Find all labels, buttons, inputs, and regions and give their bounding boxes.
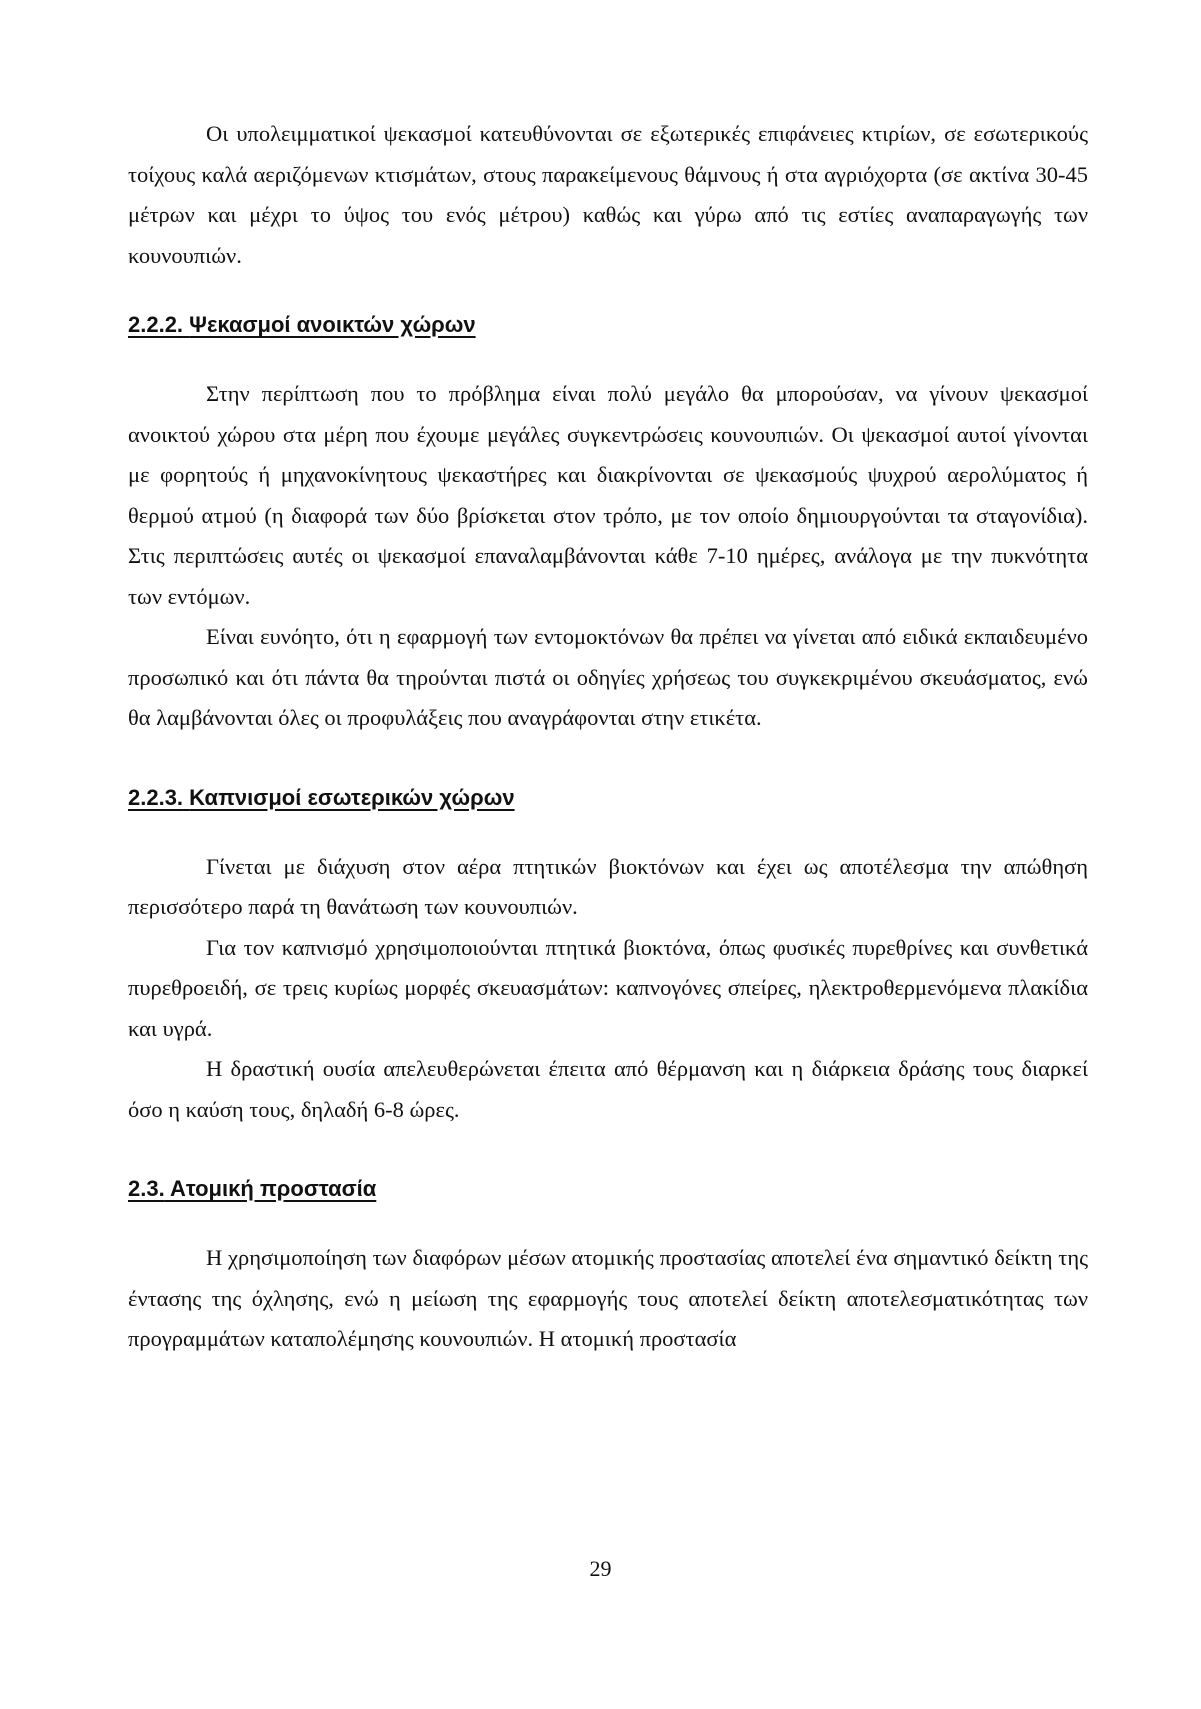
section-number: 2.2.3. xyxy=(128,784,184,810)
section-heading-2-3 xyxy=(128,1174,1088,1204)
section-number: 2.2.2. xyxy=(128,312,184,337)
paragraph-intro: Οι υπολειμματικοί ψεκασμοί κατευθύνονται σε εξωτερικές επιφάνειες κτιρίων, σε εσωτερικούς τοίχους καλά αεριζόμενων κτισμάτων, στους παρακείμενους θάμνους ή στα αγριόχορτα (σε ακτίνα 30-45 μέτρων και μέχρι το ύψος του ενός μέτρου) καθώς και γύρω από τις εστίες αναπαραγωγής των κουνουπιών. xyxy=(128,121,1088,268)
paragraph-active-substance: Η δραστική ουσία απελευθερώνεται έπειτα από θέρμανση και η διάρκεια δράσης τους διαρκεί όσο η καύση τους, δηλαδή 6-8 ώρες. xyxy=(128,1056,1088,1122)
paragraph-application-guidelines: Είναι ευνόητο, ότι η εφαρμογή των εντομοκτόνων θα πρέπει να γίνεται από ειδικά εκπαιδευμένο προσωπικό και ότι πάντα θα τηρούνται πιστά οι οδηγίες χρήσεως του συγκεκριμένου σκευάσματος, ενώ θα λαμβάνονται όλες οι προφυλάξεις που αναγράφονται στην ετικέτα. xyxy=(128,624,1088,730)
section-heading-2-2-3 xyxy=(128,783,1088,813)
section-title: Καπνισμοί εσωτερικών χώρων xyxy=(189,784,515,810)
paragraph-personal-protection: Η χρησιμοποίηση των διαφόρων μέσων ατομικής προστασίας αποτελεί ένα σημαντικό δείκτη της έντασης της όχλησης, ενώ η μείωση της εφαρμογής τους αποτελεί δείκτη αποτελεσματικότητας των προγραμμάτων καταπολέμησης κουνουπιών. Η ατομική προστασία xyxy=(128,1245,1088,1351)
section-title: Ψεκασμοί ανοικτών χώρων xyxy=(189,312,476,337)
section-title: Ατομική προστασία xyxy=(170,1176,377,1201)
paragraph-open-space-spraying: Στην περίπτωση που το πρόβλημα είναι πολύ μεγάλο θα μπορούσαν, να γίνουν ψεκασμοί ανοικτού χώρου στα μέρη που έχουμε μεγάλες συγκεντρώσεις κουνουπιών. Οι ψεκασμοί αυτοί γίνονται με φορητούς ή μηχανοκίνητους ψεκαστήρες και διακρίνονται σε ψεκασμούς ψυχρού αερολύματος ή θερμού ατμού (η διαφορά των δύο βρίσκεται στον τρόπο, με τον οποίο δημιουργούνται τα σταγονίδια). Στις περιπτώσεις αυτές οι ψεκασμοί επαναλαμβάνονται κάθε 7-10 ημέρες, ανάλογα με την πυκνότητα των εντόμων. xyxy=(128,381,1088,609)
section-heading-2-2-2 xyxy=(128,310,1088,340)
document-page xyxy=(128,114,1088,1360)
paragraph-fumigation-forms: Για τον καπνισμό χρησιμοποιούνται πτητικά βιοκτόνα, όπως φυσικές πυρεθρίνες και συνθετικά πυρεθροειδή, σε τρεις κυρίως μορφές σκευασμάτων: καπνογόνες σπείρες, ηλεκτροθερμενόμενα πλακίδια και υγρά. xyxy=(128,934,1088,1041)
page-number: 29 xyxy=(589,1556,612,1581)
paragraph-fumigation-effect: Γίνεται με διάχυση στον αέρα πτητικών βιοκτόνων και έχει ως αποτέλεσμα την απώθηση περισσότερο παρά τη θανάτωση των κουνουπιών. xyxy=(128,853,1088,919)
section-number: 2.3. xyxy=(128,1176,165,1201)
